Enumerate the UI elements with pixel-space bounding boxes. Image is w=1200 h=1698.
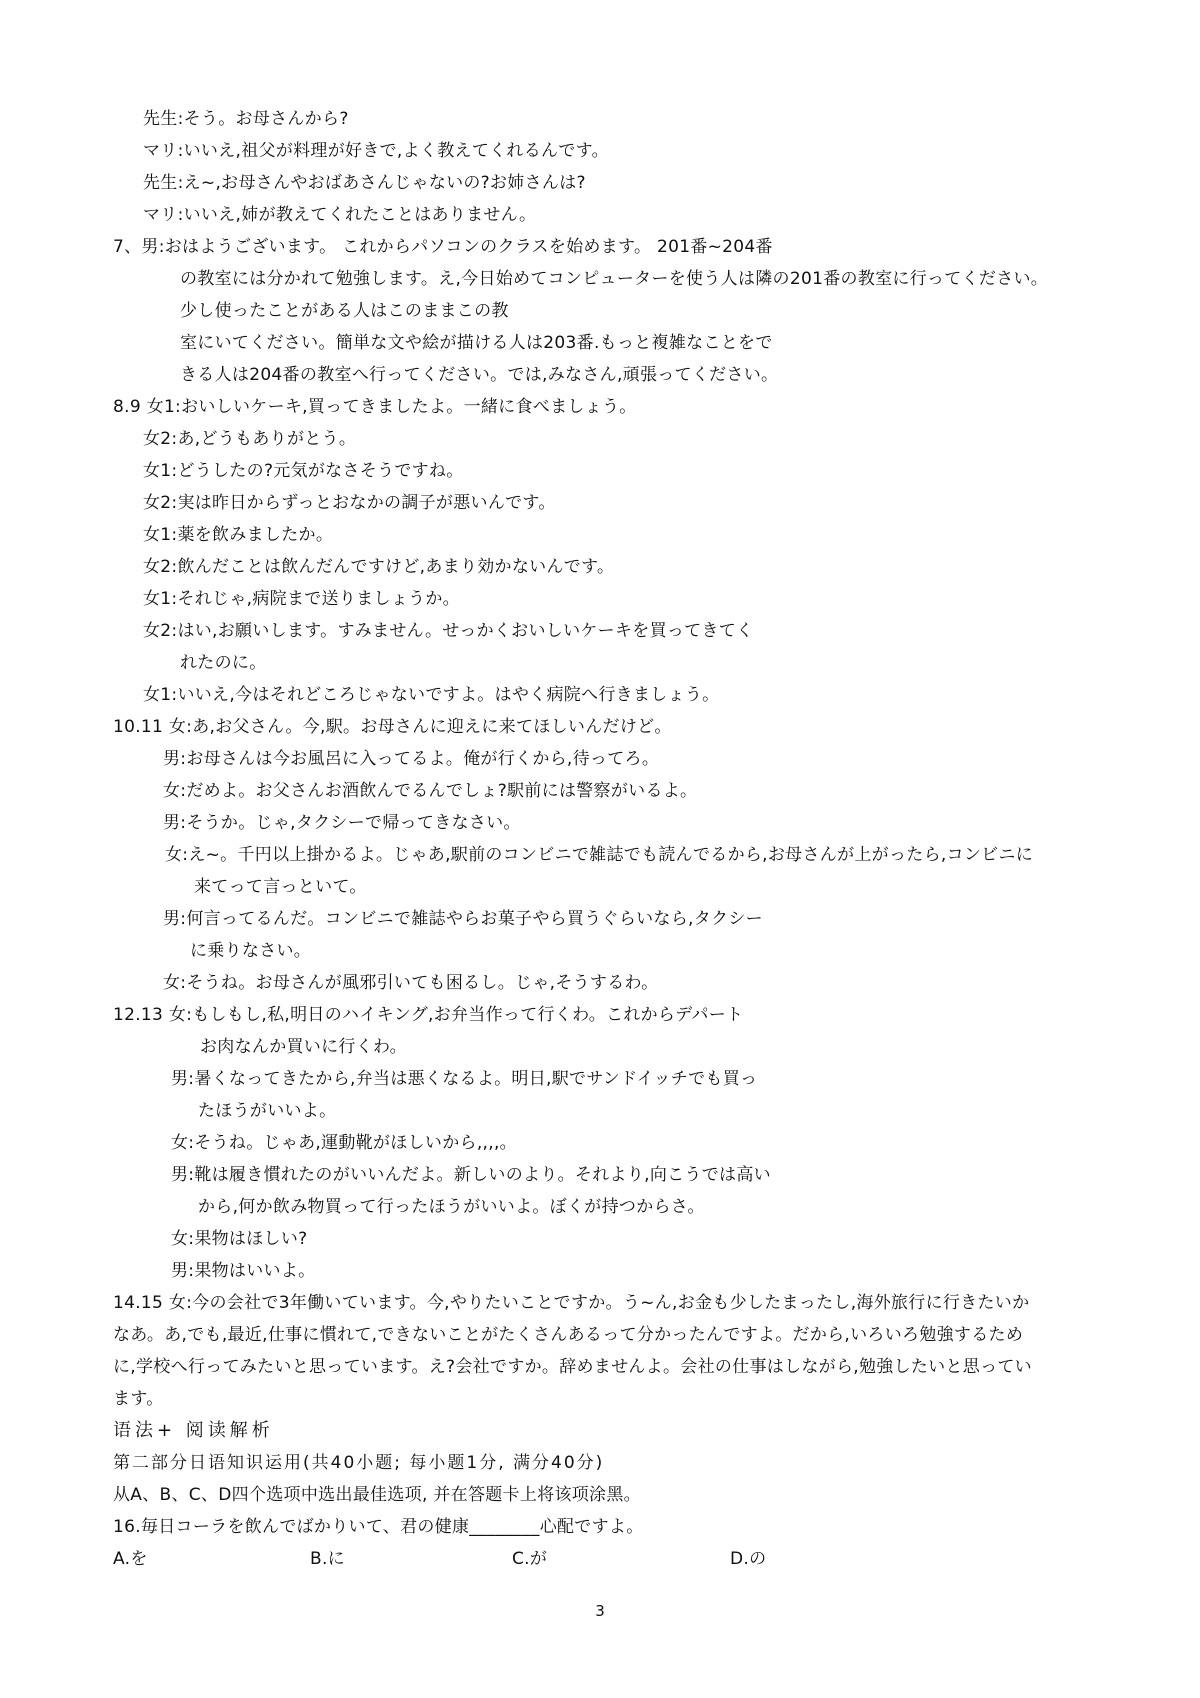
text-line: 8.9 女1:おいしいケーキ,買ってきましたよ。一緒に食べましょう。 <box>113 397 637 417</box>
text-line: 10.11 女:あ,お父さん。今,駅。お母さんに迎えに来てほしいんだけど。 <box>113 717 672 737</box>
text-line: 男:何言ってるんだ。コンビニで雑誌やらお菓子やら買うぐらいなら,タクシー <box>163 909 763 929</box>
text-line: に,学校へ行ってみたいと思っています。え?会社ですか。辞めませんよ。会社の仕事はしながら,勉強したいと思ってい <box>113 1357 1032 1377</box>
option-c: C.が <box>512 1549 548 1569</box>
option-a: A.を <box>113 1549 148 1569</box>
text-line: 女1:それじゃ,病院まで送りましょうか。 <box>143 589 460 609</box>
text-line: 女1:いいえ,今はそれどころじゃないですよ。はやく病院へ行きましょう。 <box>143 685 720 705</box>
text-line: 女:果物はほしい? <box>171 1229 308 1249</box>
text-line: 男:靴は履き慣れたのがいいんだよ。新しいのより。それより,向こうでは高い <box>171 1165 771 1185</box>
text-line: 女1:どうしたの?元気がなさそうですね。 <box>143 461 464 481</box>
text-line: 先生:そう。お母さんから? <box>143 109 349 129</box>
section-instruction: 从A、B、C、D四个选项中选出最佳选项, 并在答题卡上将该项涂黑。 <box>113 1485 641 1505</box>
text-line: 女2:はい,お願いします。すみません。せっかくおいしいケーキを買ってきてく <box>143 621 754 641</box>
text-line: 男:暑くなってきたから,弁当は悪くなるよ。明日,駅でサンドイッチでも買っ <box>171 1069 758 1089</box>
option-d: D.の <box>730 1549 767 1569</box>
text-line: 来てって言っといて。 <box>194 877 367 897</box>
text-line: マリ:いいえ,姉が教えてくれたことはありません。 <box>143 205 537 225</box>
option-b: B.に <box>310 1549 345 1569</box>
text-line: 室にいてください。簡単な文や絵が描ける人は203番.もっと複雑なことをで <box>180 333 773 353</box>
text-line: 12.13 女:もしもし,私,明日のハイキング,お弁当作って行くわ。これからデパート <box>113 1005 744 1025</box>
text-line: 14.15 女:今の会社で3年働いています。今,やりたいことですか。う~ん,お金も少したまったし,海外旅行に行きたいか <box>113 1293 1030 1313</box>
text-line: 女1:薬を飲みましたか。 <box>143 525 334 545</box>
text-line: 7、男:おはようございます。 これからパソコンのクラスを始めます。 201番~204番 <box>113 237 773 257</box>
text-line: 男:お母さんは今お風呂に入ってるよ。俺が行くから,待ってろ。 <box>163 749 660 769</box>
text-line: きる人は204番の教室へ行ってください。では,みなさん,頑張ってください。 <box>180 365 779 385</box>
text-line: なあ。あ,でも,最近,仕事に慣れて,できないことがたくさんあるって分かったんですよ。だから,いろいろ勉強するため <box>113 1325 1024 1345</box>
text-line: の教室には分かれて勉強します。え,今日始めてコンピューターを使う人は隣の201番の教室に行ってください。 <box>180 269 1049 289</box>
text-line: 先生:え~,お母さんやおばあさんじゃないの?お姉さんは? <box>143 173 586 193</box>
text-line: 女2:実は昨日からずっとおなかの調子が悪いんです。 <box>143 493 556 513</box>
question-stem: 16.毎日コーラを飲んでばかりいて、君の健康________心配ですよ。 <box>113 1517 644 1537</box>
text-line: 女2:飲んだことは飲んだんですけど,あまり効かないんです。 <box>143 557 615 577</box>
section-part: 第二部分日语知识运用(共40小题; 每小题1分, 满分40分) <box>113 1453 605 1473</box>
text-line: に乗りなさい。 <box>190 941 312 961</box>
text-line: 少し使ったことがある人はこのままこの教 <box>180 301 509 321</box>
text-line: ます。 <box>113 1389 164 1409</box>
text-line: 女:そうね。お母さんが風邪引いても困るし。じゃ,そうするわ。 <box>163 973 659 993</box>
section-title: 语法+ 阅读解析 <box>113 1420 274 1441</box>
text-line: から,何か飲み物買って行ったほうがいいよ。ぼくが持つからさ。 <box>198 1197 705 1217</box>
text-line: 女2:あ,どうもありがとう。 <box>143 429 357 449</box>
page-number: 3 <box>595 1602 605 1620</box>
text-line: たほうがいいよ。 <box>198 1101 337 1121</box>
text-line: お肉なんか買いに行くわ。 <box>200 1037 407 1057</box>
text-line: 男:そうか。じゃ,タクシーで帰ってきなさい。 <box>163 813 521 833</box>
text-line: マリ:いいえ,祖父が料理が好きで,よく教えてくれるんです。 <box>143 141 609 161</box>
text-line: 女:だめよ。お父さんお酒飲んでるんでしょ?駅前には警察がいるよ。 <box>163 781 698 801</box>
text-line: れたのに。 <box>180 653 267 673</box>
text-line: 女:そうね。じゃあ,運動靴がほしいから,,,,。 <box>171 1133 517 1153</box>
text-line: 女:え~。千円以上掛かるよ。じゃあ,駅前のコンビニで雑誌でも読んでるから,お母さんが上がったら,コンビニに <box>165 845 1034 865</box>
text-line: 男:果物はいいよ。 <box>171 1261 316 1281</box>
